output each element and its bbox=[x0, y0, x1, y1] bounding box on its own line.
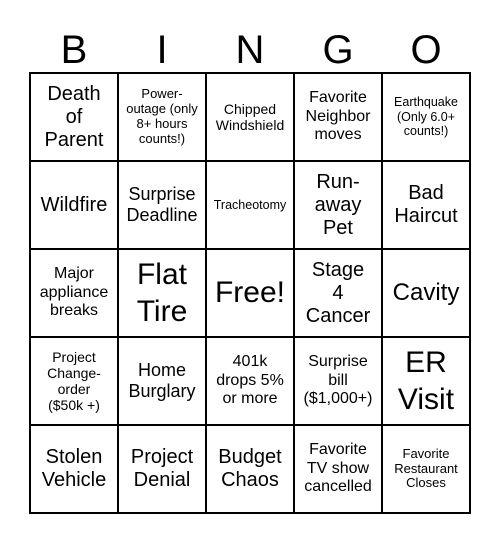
header-letter-g: G bbox=[322, 28, 354, 72]
cell-text: Favorite Neighbor moves bbox=[305, 89, 371, 144]
cell-text: Cavity bbox=[392, 279, 460, 306]
bingo-cell[interactable] bbox=[382, 73, 470, 161]
bingo-cell[interactable] bbox=[382, 337, 470, 425]
cell-text: Surprise Deadline bbox=[126, 184, 198, 225]
bingo-cell[interactable] bbox=[118, 425, 206, 513]
cell-text: Wildfire bbox=[40, 193, 108, 216]
bingo-cell[interactable] bbox=[206, 337, 294, 425]
bingo-header bbox=[30, 28, 470, 72]
bingo-cell[interactable] bbox=[30, 249, 118, 337]
cell-text: Power- outage (only 8+ hours counts!) bbox=[126, 86, 198, 146]
header-letter-o: O bbox=[410, 28, 442, 72]
bingo-cell[interactable] bbox=[30, 73, 118, 161]
bingo-cell[interactable] bbox=[118, 161, 206, 249]
bingo-cell[interactable] bbox=[118, 337, 206, 425]
cell-text: Free! bbox=[214, 276, 286, 310]
free-space[interactable] bbox=[206, 249, 294, 337]
cell-text: Home Burglary bbox=[128, 360, 196, 401]
bingo-cell[interactable] bbox=[30, 425, 118, 513]
bingo-cell[interactable] bbox=[382, 249, 470, 337]
header-letter-i: I bbox=[156, 28, 168, 72]
cell-text: Major appliance breaks bbox=[39, 265, 109, 320]
bingo-cell[interactable] bbox=[30, 161, 118, 249]
bingo-cell[interactable] bbox=[118, 249, 206, 337]
bingo-cell[interactable] bbox=[294, 337, 382, 425]
cell-text: 401k drops 5% or more bbox=[216, 353, 284, 408]
cell-text: Tracheotomy bbox=[213, 197, 287, 212]
cell-text: Stage 4 Cancer bbox=[305, 258, 371, 327]
bingo-cell[interactable] bbox=[294, 249, 382, 337]
bingo-cell[interactable] bbox=[206, 73, 294, 161]
bingo-cell[interactable] bbox=[294, 161, 382, 249]
bingo-cell[interactable] bbox=[206, 425, 294, 513]
bingo-cell[interactable] bbox=[118, 73, 206, 161]
cell-text: Surprise bill ($1,000+) bbox=[303, 353, 373, 408]
cell-text: Favorite TV show cancelled bbox=[304, 441, 372, 496]
bingo-cell[interactable] bbox=[382, 161, 470, 249]
cell-text: Bad Haircut bbox=[394, 182, 458, 227]
bingo-cell[interactable] bbox=[382, 425, 470, 513]
cell-text: ER Visit bbox=[397, 345, 455, 416]
bingo-cell[interactable] bbox=[294, 73, 382, 161]
bingo-grid bbox=[29, 72, 471, 514]
bingo-cell[interactable] bbox=[294, 425, 382, 513]
cell-text: Chipped Windshield bbox=[215, 100, 285, 133]
cell-text: Budget Chaos bbox=[218, 446, 282, 491]
header-letter-b: B bbox=[60, 28, 88, 72]
cell-text: Run- away Pet bbox=[314, 170, 362, 239]
cell-text: Stolen Vehicle bbox=[41, 446, 107, 491]
bingo-cell[interactable] bbox=[206, 161, 294, 249]
cell-text: Death of Parent bbox=[44, 82, 104, 151]
cell-text: Flat Tire bbox=[136, 257, 188, 328]
cell-text: Earthquake (Only 6.0+ counts!) bbox=[394, 95, 458, 139]
cell-text: Project Denial bbox=[130, 446, 194, 491]
cell-text: Project Change- order ($50k +) bbox=[47, 348, 101, 414]
cell-text: Favorite Restaurant Closes bbox=[394, 445, 458, 491]
bingo-cell[interactable] bbox=[30, 337, 118, 425]
header-letter-n: N bbox=[235, 28, 265, 72]
